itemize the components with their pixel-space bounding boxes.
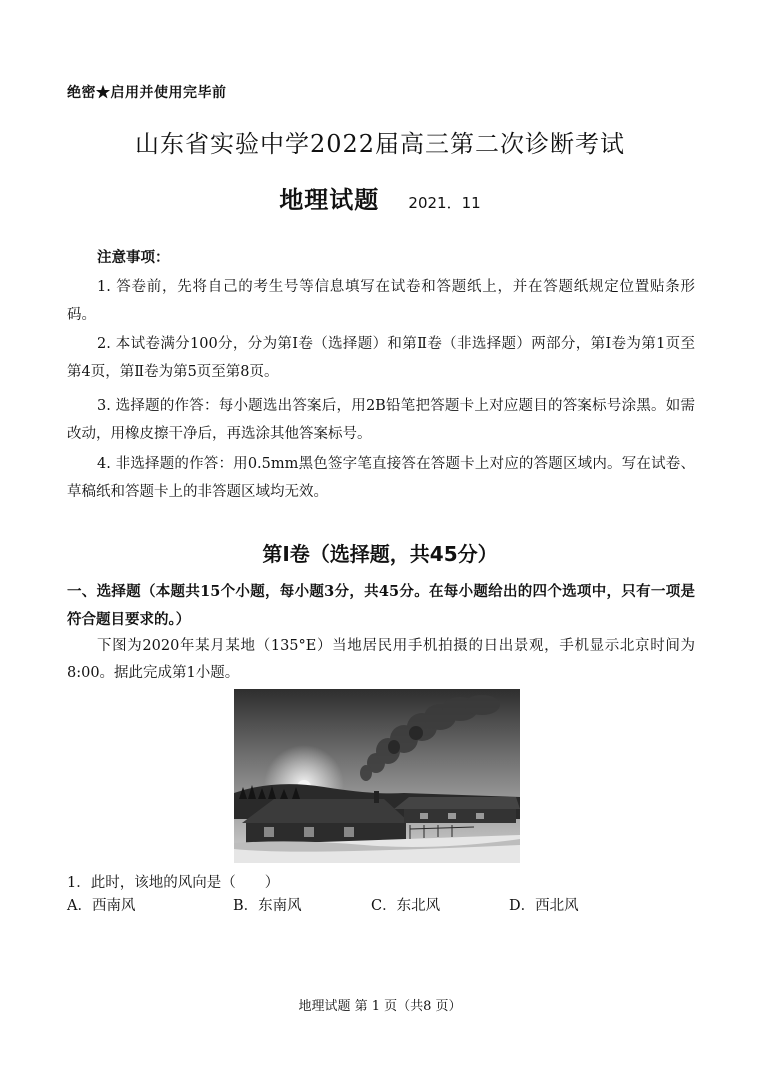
question-intro: 下图为2020年某月某地（135°E）当地居民用手机拍摄的日出景观，手机显示北京时间为8:00。据此完成第1小题。 — [67, 638, 695, 681]
notice-heading: 注意事项： — [97, 249, 170, 266]
section-title: 第Ⅰ卷（选择题，共45分） — [262, 542, 498, 566]
notice-item-4: 4. 非选择题的作答：用0.5mm黑色签字笔直接答在答题卡上对应的答题区域内。写在试卷、草稿纸和答题卡上的非答题区域均无效。 — [67, 456, 695, 500]
option-d: D．西北风 — [509, 898, 579, 914]
notice-item-1: 1. 答卷前，先将自己的考生号等信息填写在试卷和答题纸上，并在答题纸规定位置贴条形码。 — [67, 279, 695, 323]
subject-line — [0, 180, 760, 215]
question-1-stem: 1．此时，该地的风向是（ ） — [67, 875, 280, 891]
confidential-mark: 绝密★启用并使用完毕前 — [67, 85, 227, 101]
option-c: C．东北风 — [371, 898, 441, 914]
question-1-options — [67, 894, 707, 916]
sunrise-photo — [234, 689, 520, 863]
exam-title: 山东省实验中学2022届高三第二次诊断考试 — [134, 130, 626, 158]
notice-item-3: 3. 选择题的作答：每小题选出答案后，用2B铅笔把答题卡上对应题目的答案标号涂黑。如需改动，用橡皮擦干净后，再选涂其他答案标号。 — [67, 398, 695, 442]
section-instruction: 一、选择题（本题共15个小题，每小题3分，共45分。在每小题给出的四个选项中，只有一项是符合题目要求的。） — [67, 583, 695, 628]
notice-item-2: 2. 本试卷满分100分，分为第Ⅰ卷（选择题）和第Ⅱ卷（非选择题）两部分，第Ⅰ卷为第1页至第4页，第Ⅱ卷为第5页至第8页。 — [67, 336, 695, 380]
subject-title: 地理试题 — [279, 185, 380, 214]
exam-date: 2021．11 — [408, 194, 481, 212]
page-footer: 地理试题 第 1 页（共8 页） — [298, 999, 462, 1014]
option-a: A．西南风 — [67, 898, 136, 914]
option-b: B．东南风 — [233, 898, 302, 914]
